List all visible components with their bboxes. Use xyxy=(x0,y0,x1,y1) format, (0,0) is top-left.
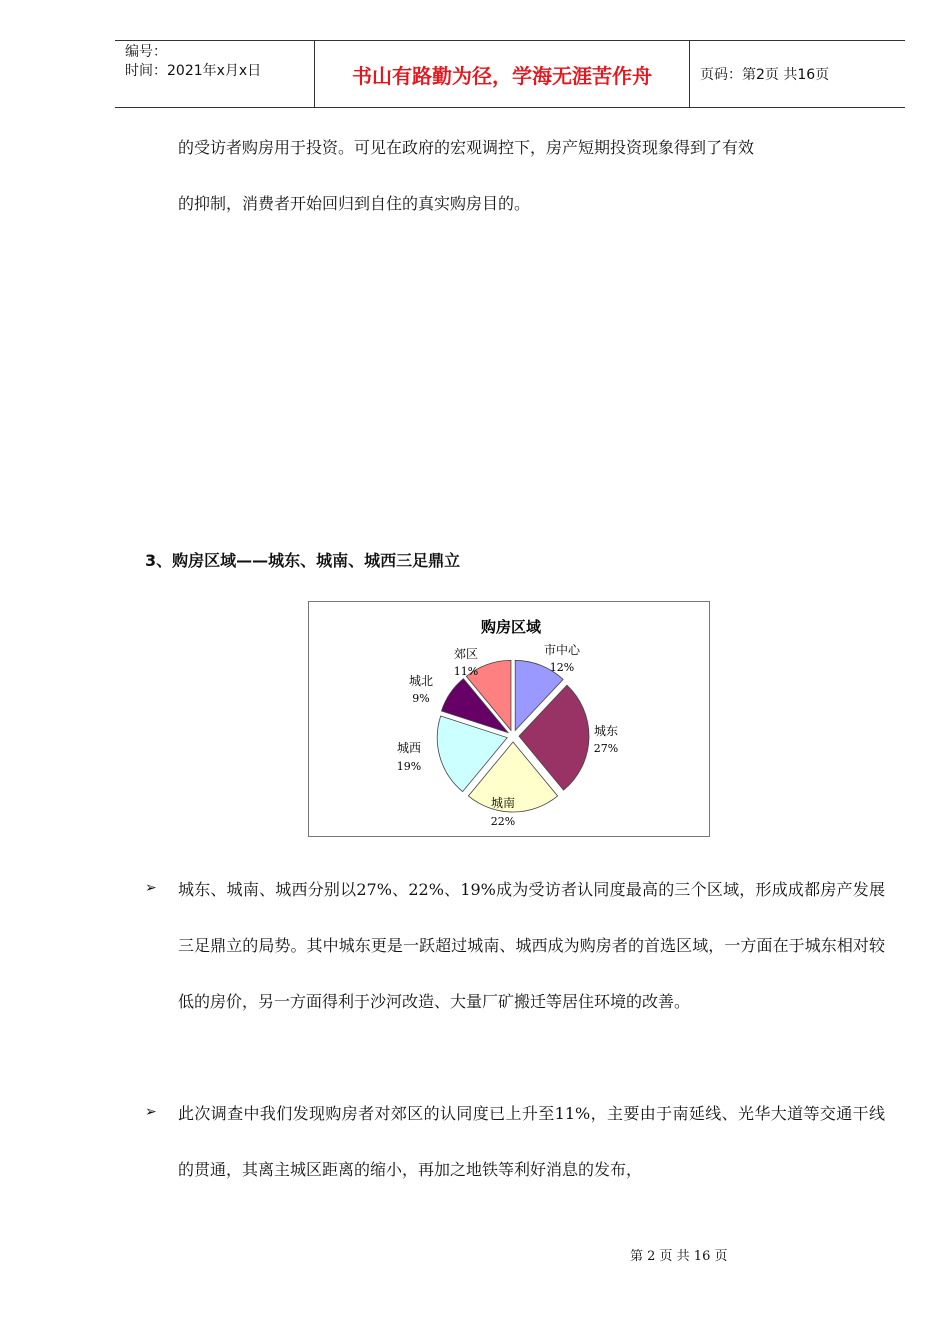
time-label: 时间：2021年x月x日 xyxy=(125,63,262,79)
slice-label: 城北 xyxy=(408,674,434,688)
bullet-text: 城东、城南、城西分别以27%、22%、19%成为受访者认同度最高的三个区域，形成成都房产发展三足鼎立的局势。其中城东更是一跃超过城南、城西成为购房者的首选区域，一方面在于城东相对较低的房价，另一方面得利于沙河改造、大量厂矿搬迁等居住环境的改善。 xyxy=(178,880,885,1011)
slice-percent: 22% xyxy=(490,815,516,828)
intro-paragraph xyxy=(178,120,878,232)
slice-percent: 19% xyxy=(396,760,422,773)
pie-chart-frame xyxy=(308,601,710,837)
bullet-text: 此次调查中我们发现购房者对郊区的认同度已上升至11%，主要由于南延线、光华大道等交通干线的贯通，其离主城区距离的缩小，再加之地铁等利好消息的发布， xyxy=(178,1104,885,1179)
section-title: 3、购房区域——城东、城南、城西三足鼎立 xyxy=(145,551,461,570)
page-header xyxy=(115,40,905,108)
bullet-item-2 xyxy=(145,1086,885,1198)
pie-chart xyxy=(309,602,709,836)
slice-label: 城西 xyxy=(396,741,422,755)
slice-label: 郊区 xyxy=(453,647,479,661)
slice-label: 城南 xyxy=(490,796,516,810)
bullet-marker: ➢ xyxy=(145,1104,157,1120)
intro-line-2: 的抑制，消费者开始回归到自住的真实购房目的。 xyxy=(178,194,531,213)
header-page-label: 页码：第2页 共16页 xyxy=(700,67,830,83)
slice-percent: 27% xyxy=(593,742,619,755)
slice-percent: 11% xyxy=(453,665,479,678)
header-motto: 书山有路勤为径，学海无涯苦作舟 xyxy=(315,41,690,107)
bullet-marker: ➢ xyxy=(145,880,157,896)
bullet-item-1 xyxy=(145,862,885,1030)
slice-label: 市中心 xyxy=(543,643,581,657)
intro-line-1: 的受访者购房用于投资。可见在政府的宏观调控下，房产短期投资现象得到了有效 xyxy=(178,138,755,157)
header-meta xyxy=(115,41,315,107)
page-footer: 第 2 页 共 16 页 xyxy=(630,1249,728,1264)
chart-title: 购房区域 xyxy=(480,618,542,636)
slice-label: 城东 xyxy=(593,724,619,738)
slice-percent: 12% xyxy=(549,661,575,674)
slice-percent: 9% xyxy=(412,692,430,705)
number-label: 编号： xyxy=(125,44,167,60)
